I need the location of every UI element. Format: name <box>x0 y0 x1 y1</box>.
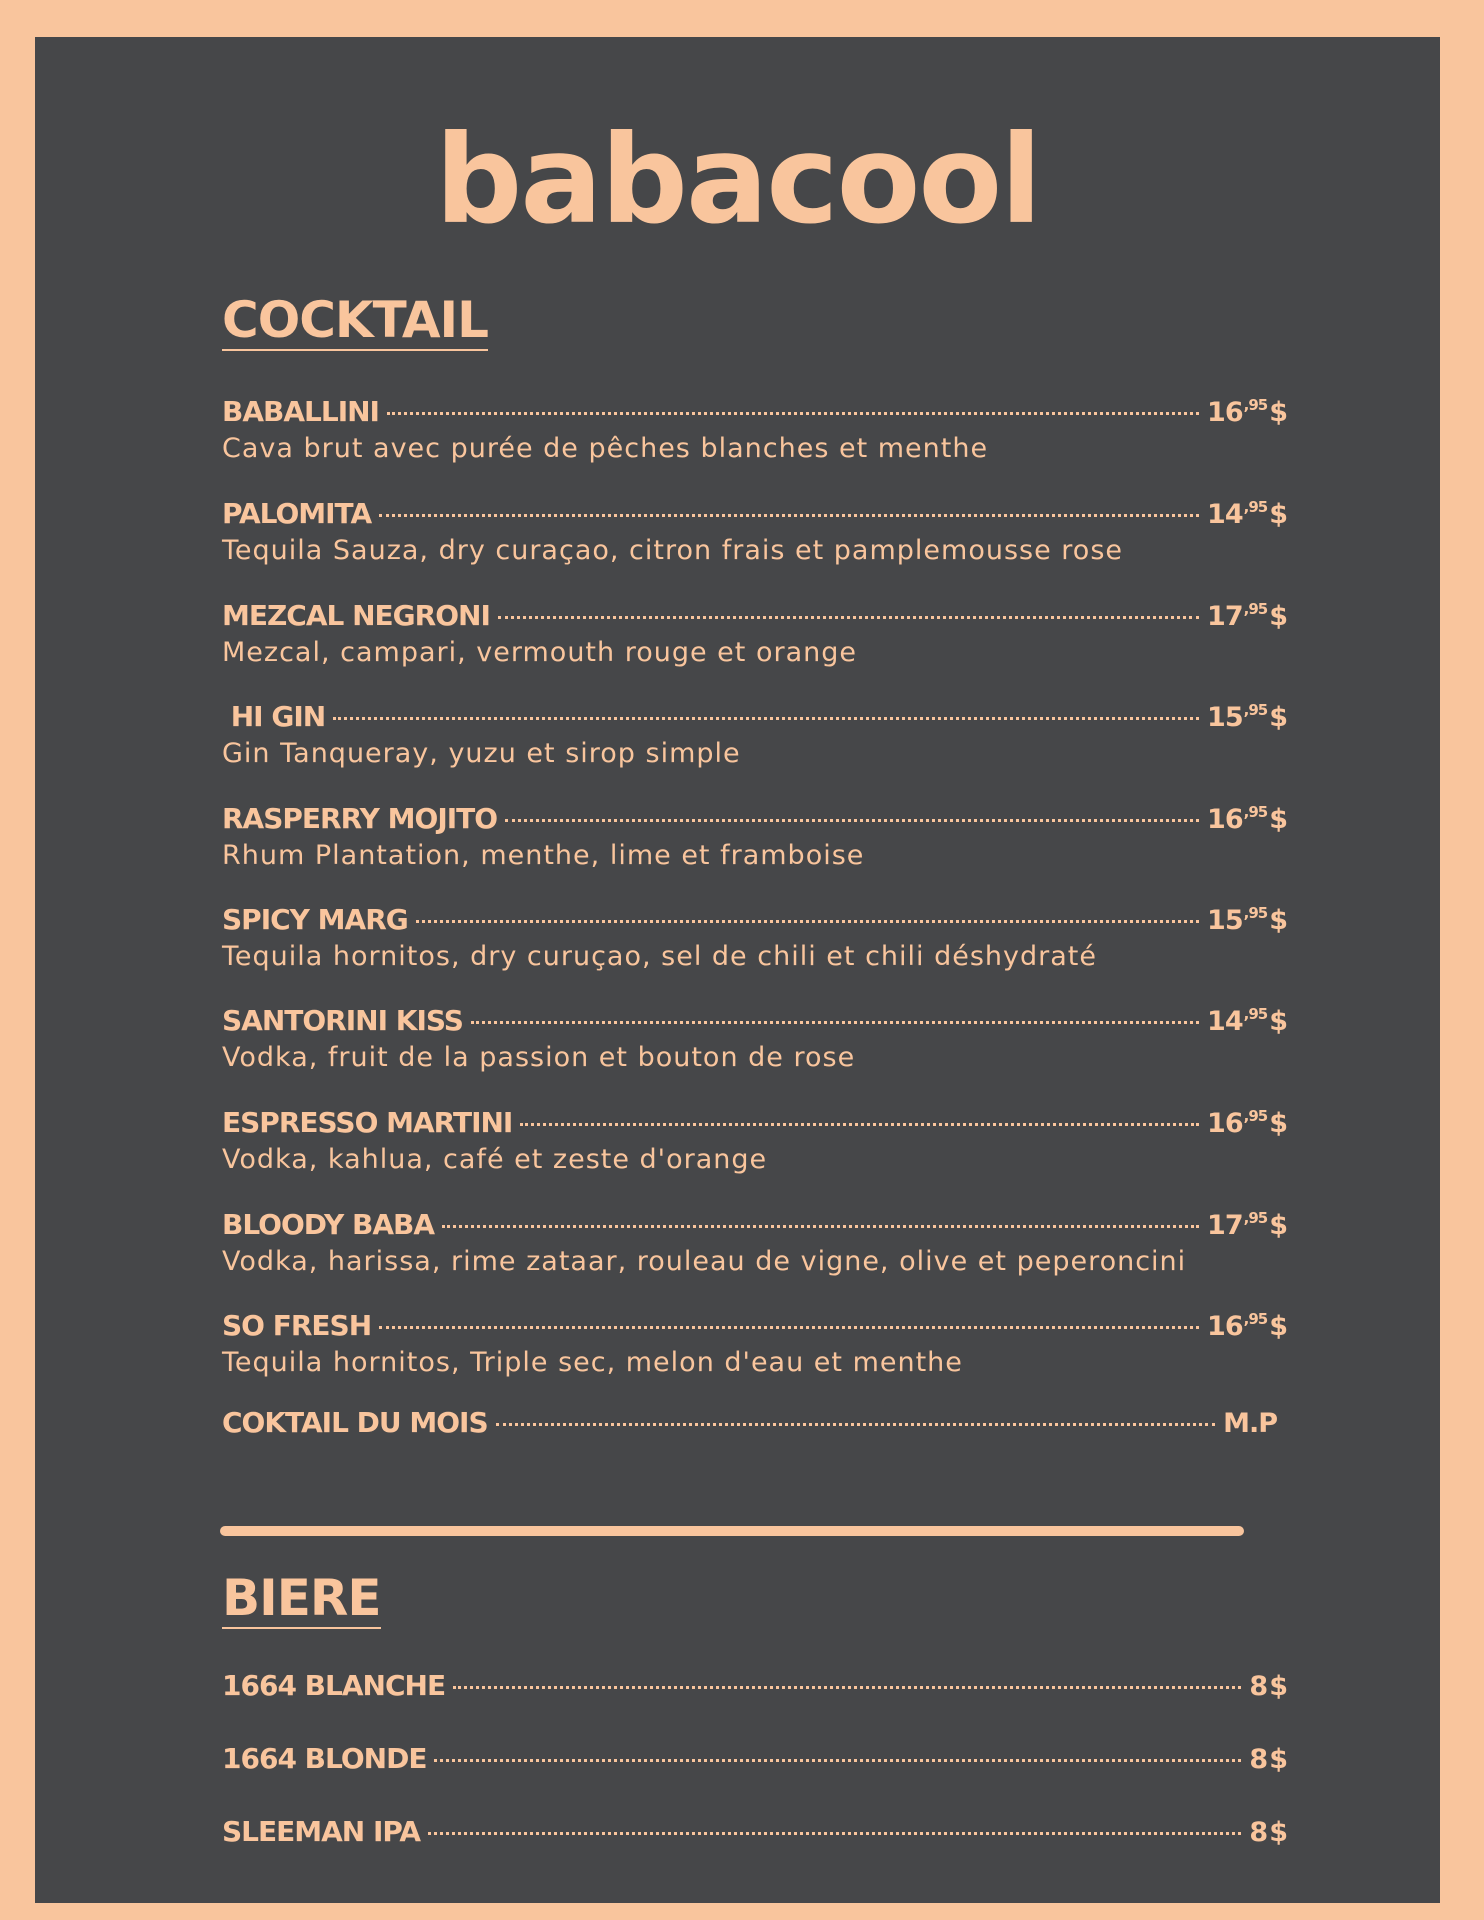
item-name: 1664 BLANCHE <box>222 1669 446 1702</box>
section-title-biere: BIERE <box>222 1569 381 1627</box>
item-name: PALOMITA <box>222 497 372 530</box>
item-description: Mezcal, campari, vermouth rouge et orange <box>222 637 857 668</box>
item-description: Cava brut avec purée de pêches blanches et menthe <box>222 433 989 464</box>
menu-item-bloody-baba <box>222 1208 1287 1277</box>
menu-panel <box>35 37 1440 1903</box>
item-name: SO FRESH <box>222 1309 372 1342</box>
item-price: $16^{,95}\$$ <box>1207 803 1287 835</box>
menu-item-hi-gin <box>222 700 1287 769</box>
menu-item-espresso-martini <box>222 1106 1287 1175</box>
dot-leader <box>428 1832 1241 1835</box>
dot-leader <box>333 717 1199 720</box>
item-name: MEZCAL NEGRONI <box>222 599 490 632</box>
item-price: 8$ <box>1249 1671 1287 1702</box>
brand-title: babacool <box>434 109 1041 251</box>
item-price: $15^{,95}\$$ <box>1207 701 1287 733</box>
dot-leader <box>471 1021 1199 1024</box>
item-name: SANTORINI KISS <box>222 1004 463 1037</box>
item-name: BLOODY BABA <box>222 1208 435 1241</box>
dot-leader <box>498 616 1199 619</box>
item-price: $15^{,95}\$$ <box>1207 904 1287 936</box>
item-price: 8$ <box>1249 1744 1287 1775</box>
item-name: ESPRESSO MARTINI <box>222 1106 513 1139</box>
dot-leader <box>505 819 1199 822</box>
menu-item-baballini <box>222 395 1287 464</box>
item-name: 1664 BLONDE <box>222 1742 427 1775</box>
dot-leader <box>434 1759 1241 1762</box>
dot-leader <box>453 1686 1241 1689</box>
item-price: $14^{,95}\$$ <box>1207 498 1287 530</box>
menu-item-so-fresh <box>222 1309 1287 1378</box>
dot-leader <box>379 1326 1199 1329</box>
item-price: $16^{,95}\$$ <box>1207 1107 1287 1139</box>
item-name: SLEEMAN IPA <box>222 1815 421 1848</box>
section-divider <box>220 1526 1244 1536</box>
dot-leader <box>379 514 1199 517</box>
menu-item-sleeman-ipa <box>222 1815 1287 1849</box>
item-description: Gin Tanqueray, yuzu et sirop simple <box>222 738 741 769</box>
item-description: Vodka, fruit de la passion et bouton de rose <box>222 1042 856 1073</box>
item-price: 8$ <box>1249 1817 1287 1848</box>
item-description: Rhum Plantation, menthe, lime et framboise <box>222 840 865 871</box>
menu-item-mezcal-negroni <box>222 599 1287 668</box>
section-title-cocktail: COCKTAIL <box>222 291 489 349</box>
menu-item-santorini-kiss <box>222 1004 1287 1073</box>
item-name: COKTAIL DU MOIS <box>222 1406 488 1439</box>
item-price: M.P <box>1223 1408 1277 1439</box>
menu-item-spicy-marg <box>222 903 1287 972</box>
item-price: $16^{,95}\$$ <box>1207 1310 1287 1342</box>
item-name: SPICY MARG <box>222 903 408 936</box>
dot-leader <box>387 412 1199 415</box>
item-price: $16^{,95}\$$ <box>1207 396 1287 428</box>
item-name: HI GIN <box>222 700 326 733</box>
dot-leader <box>496 1423 1215 1426</box>
item-description: Tequila Sauza, dry curaçao, citron frais et pamplemousse rose <box>222 535 1123 566</box>
dot-leader <box>416 920 1199 923</box>
menu-item-palomita <box>222 497 1287 566</box>
item-price: $14^{,95}\$$ <box>1207 1005 1287 1037</box>
menu-item-1664-blanche <box>222 1669 1287 1703</box>
item-description: Tequila hornitos, Triple sec, melon d'eau et menthe <box>222 1347 963 1378</box>
menu-item-rasperry-mojito <box>222 802 1287 871</box>
item-description: Vodka, kahlua, café et zeste d'orange <box>222 1144 768 1175</box>
item-description: Vodka, harissa, rime zataar, rouleau de vigne, olive et peperoncini <box>222 1246 1187 1277</box>
menu-item-coktail-du-mois <box>222 1406 1287 1440</box>
item-price: $17^{,95}\$$ <box>1207 1209 1287 1241</box>
dot-leader <box>520 1123 1199 1126</box>
item-description: Tequila hornitos, dry curuçao, sel de chili et chili déshydraté <box>222 941 1098 972</box>
item-name: BABALLINI <box>222 395 379 428</box>
menu-item-1664-blonde <box>222 1742 1287 1776</box>
dot-leader <box>442 1225 1199 1228</box>
item-name: RASPERRY MOJITO <box>222 802 498 835</box>
item-price: $17^{,95}\$$ <box>1207 600 1287 632</box>
